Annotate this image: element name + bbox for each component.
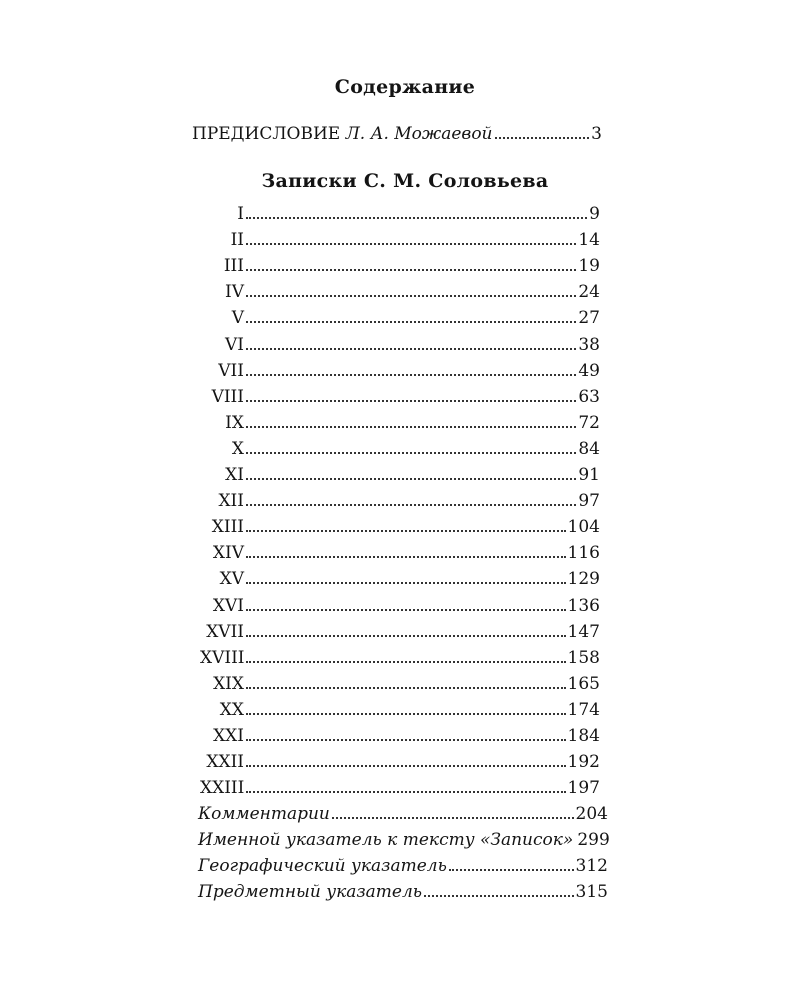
toc-entry-label: I [237,204,244,224]
toc-entry-page: 84 [578,438,600,459]
toc-entry-page: 91 [578,465,600,485]
dot-leader [424,895,574,897]
toc-entry-label: Предметный указатель [198,882,423,902]
dot-leader [246,530,566,532]
toc-entry[interactable] [200,748,600,772]
toc-entry-label: Географический указатель [198,856,447,876]
dot-leader [246,609,566,611]
toc-entry[interactable] [198,852,608,876]
toc-entry-page: 9 [589,204,600,224]
toc-entry-label: XIII [211,517,244,538]
toc-entry-label: III [223,256,244,277]
toc-entry-page: 184 [567,726,600,746]
contents-title: Содержание [334,76,476,98]
dot-leader [246,295,576,297]
dot-leader [246,739,566,741]
toc-entry-label: XII [218,491,244,512]
toc-entry-page: 315 [575,882,608,902]
dot-leader [246,400,576,402]
toc-entry[interactable] [200,252,600,276]
toc-entry-page: 165 [567,673,600,694]
toc-entry-page: 299 [577,830,610,850]
dot-leader [246,348,576,350]
toc-entry[interactable] [200,592,600,616]
toc-entry-page: 158 [567,647,600,668]
toc-entry-label: XI [225,465,244,485]
toc-entry[interactable] [200,539,600,563]
toc-entry-label: IX [225,412,244,433]
toc-entry-page: 19 [578,256,600,277]
dot-leader [449,869,574,871]
dot-leader [246,582,566,584]
toc-entry-label: XVI [212,595,244,616]
toc-entry-page: 204 [575,804,608,824]
toc-entry-label: VIII [211,386,244,407]
toc-entry[interactable] [200,670,600,694]
toc-entry[interactable] [200,644,600,668]
toc-entry-label: XIV [212,543,244,564]
toc-entry-page: 49 [578,360,600,381]
toc-entry[interactable] [198,878,608,902]
dot-leader [246,556,566,558]
toc-entry-label: XIX [213,673,244,694]
toc-entry-page: 27 [578,308,600,329]
toc-entry[interactable] [200,383,600,407]
toc-entry[interactable] [200,357,600,381]
toc-entry-page: 174 [567,699,600,720]
toc-entry-label: XVIII [200,647,245,668]
toc-entry-page: 104 [567,517,600,538]
toc-entry-label: Именной указатель к тексту «Записок» [198,830,574,850]
dot-leader [246,661,566,663]
toc-entry-page: 24 [578,282,600,303]
toc-entry[interactable] [200,565,600,589]
dot-leader [246,635,566,637]
toc-entry-label: Комментарии [198,804,330,824]
toc-entry[interactable] [200,278,600,302]
toc-entry[interactable] [200,435,600,459]
dot-leader [332,817,574,819]
dot-leader [246,269,576,271]
dot-leader [246,217,587,219]
toc-entry[interactable] [200,513,600,537]
toc-entry[interactable] [198,800,608,824]
dot-leader [246,791,566,793]
toc-entry-label: XXII [206,752,244,773]
toc-entry-page: 38 [578,334,600,355]
dot-leader [246,713,566,715]
toc-entry-page: 147 [567,621,600,642]
toc-entry[interactable] [200,722,600,746]
toc-entry-label: VII [218,360,244,381]
preface-author: Л. А. Можаевой [345,124,493,144]
dot-leader [246,374,576,376]
section-title: Записки С. М. Соловьева [261,170,549,192]
toc-entry-label: II [230,230,244,251]
dot-leader [246,687,566,689]
toc-entry-page: 3 [591,124,602,144]
toc-entry-label: X [231,438,244,459]
toc-entry-page: 312 [575,856,608,876]
toc-entry-label: XV [219,569,244,590]
toc-entry[interactable] [200,226,600,250]
toc-entry[interactable] [200,461,600,485]
preface-label: ПРЕДИСЛОВИЕ [192,124,341,144]
toc-entry-page: 197 [567,778,600,799]
dot-leader [246,321,576,323]
toc-entry-preface[interactable] [192,120,602,144]
toc-entry-page: 136 [567,595,600,616]
toc-entry-page: 97 [578,491,600,512]
toc-entry[interactable] [200,331,600,355]
dot-leader [246,504,576,506]
toc-entry-label: XX [219,699,244,720]
toc-entry-page: 129 [567,569,600,590]
toc-entry-label [192,124,493,144]
toc-entry[interactable] [200,200,600,224]
toc-entry[interactable] [200,774,600,798]
toc-entry[interactable] [200,409,600,433]
toc-entry-label: V [231,308,244,329]
dot-leader [246,426,576,428]
dot-leader [246,243,576,245]
toc-entry[interactable] [198,826,608,850]
toc-entry[interactable] [200,304,600,328]
toc-entry-page: 72 [578,412,600,433]
toc-entry-label: XVII [206,621,244,642]
toc-entry-label: IV [225,282,244,303]
toc-entry-label: XXIII [200,778,245,799]
toc-entry-label: VI [225,334,244,355]
dot-leader [246,765,566,767]
toc-entry-page: 14 [578,230,600,251]
toc-entry-page: 116 [567,543,600,564]
dot-leader [246,452,576,454]
dot-leader [246,478,576,480]
toc-entry[interactable] [200,487,600,511]
toc-entry-page: 63 [578,386,600,407]
toc-entry-label: XXI [213,726,244,746]
toc-entry[interactable] [200,696,600,720]
toc-entry-page: 192 [567,752,600,773]
toc-entry[interactable] [200,618,600,642]
dot-leader [495,137,590,139]
